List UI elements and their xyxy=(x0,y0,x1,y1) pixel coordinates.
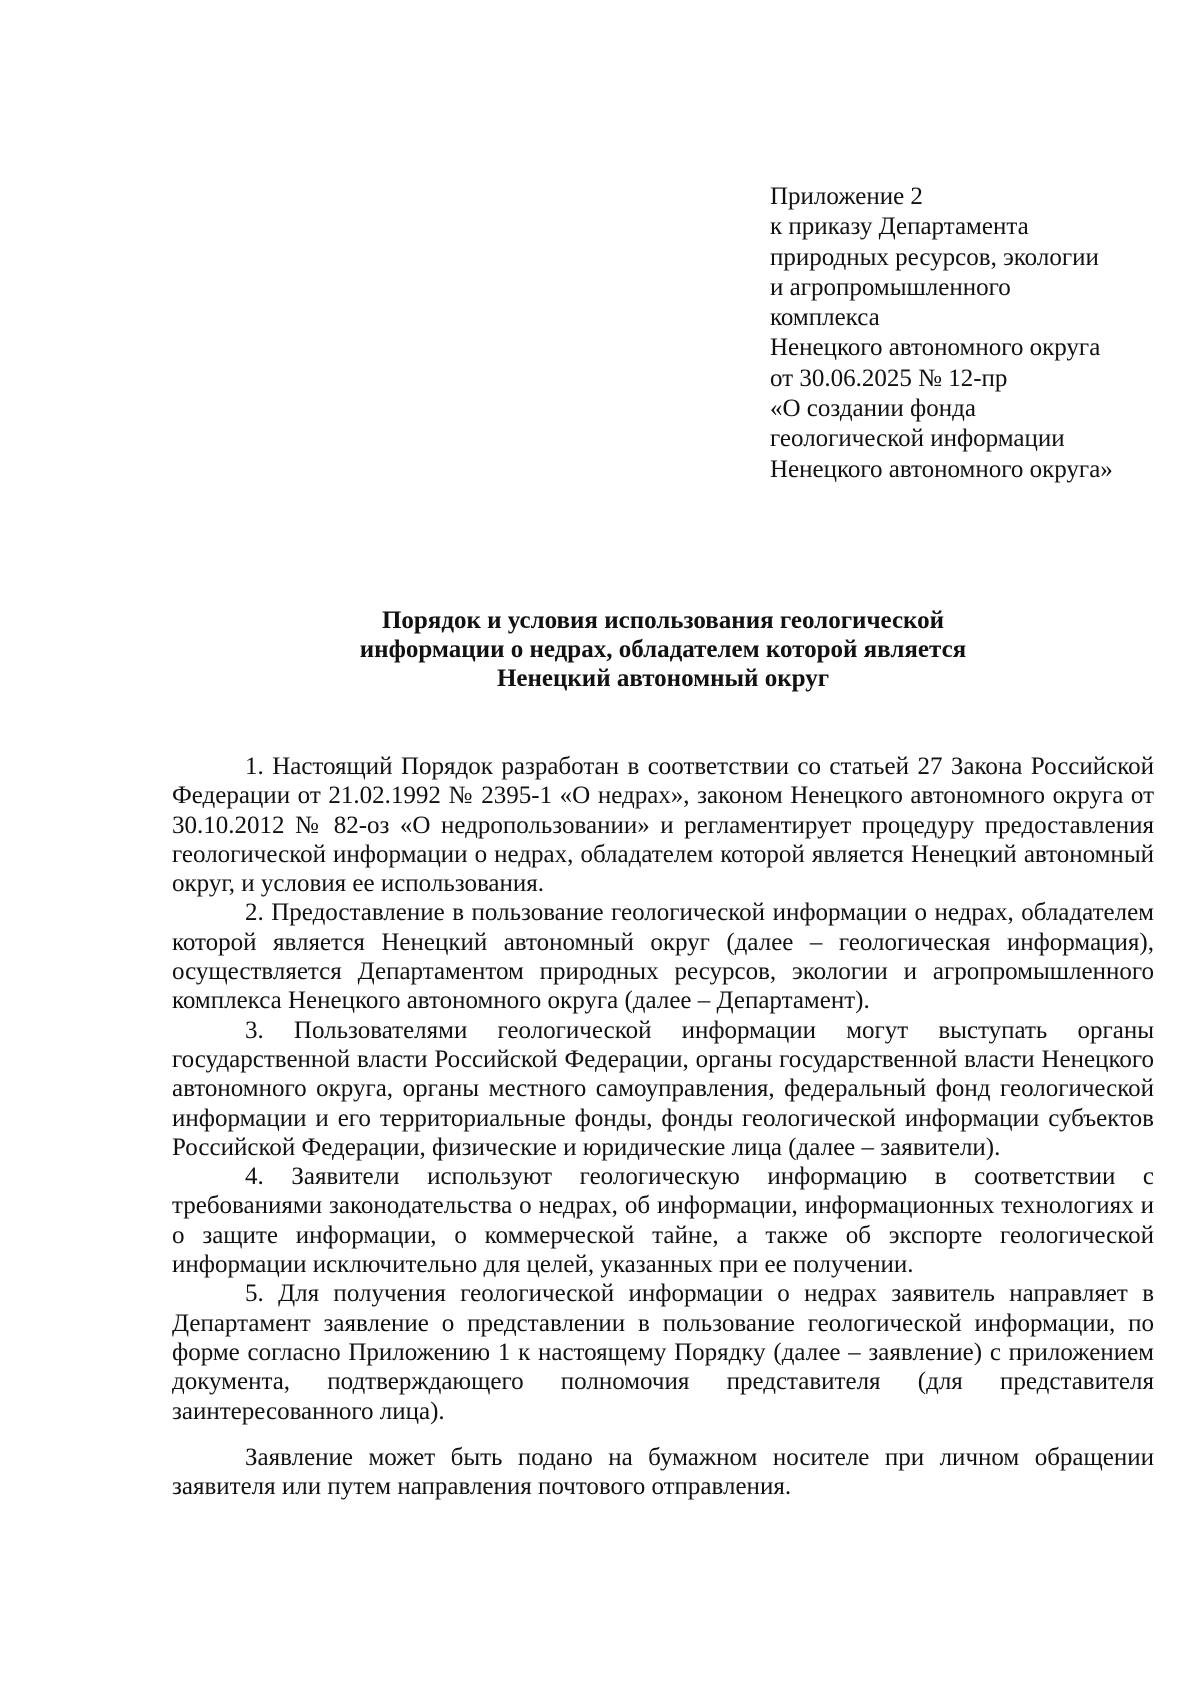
appendix-line: природных ресурсов, экологии xyxy=(770,243,1099,271)
appendix-line: Ненецкого автономного округа xyxy=(770,334,1101,362)
appendix-line: Приложение 2 xyxy=(770,183,923,210)
document-title xyxy=(172,606,1154,693)
title-line: информации о недрах, обладателем которой является xyxy=(359,636,967,663)
paragraph-5: 5. Для получения геологической информации о недрах заявитель направляет в Департамент заявление о представлении в пользование геологической информации, по форме согласно Приложению 1 к настоящему Порядку (далее – заявление) с приложением документа, подтверждающего полномочия представителя (для представителя заинтересованного лица). xyxy=(172,1280,1154,1425)
appendix-line: комплекса xyxy=(770,304,880,332)
title-line: Ненецкий автономный округ xyxy=(496,665,830,692)
appendix-header xyxy=(770,182,1170,485)
paragraph-3: 3. Пользователями геологической информации могут выступать органы государственной власти Российской Федерации, органы государственной власти Ненецкого автономного округа, органы местного самоуправления, федеральный фонд геологической информации и его территориальные фонды, фонды геологической информации субъектов Российской Федерации, физические и юридические лица (далее – заявители). xyxy=(172,1016,1154,1161)
document-body xyxy=(172,752,1154,1501)
title-line: Порядок и условия использования геологической xyxy=(381,607,945,634)
appendix-line: от 30.06.2025 № 12-пр xyxy=(770,364,1008,392)
paragraph-2: 2. Предоставление в пользование геологической информации о недрах, обладателем которой является Ненецкий автономный округ (далее – геологическая информация), осуществляется Департаментом природных ресурсов, экологии и агропромышленного комплекса Ненецкого автономного округа (далее – Департамент). xyxy=(172,899,1154,1015)
appendix-line: Ненецкого автономного округа» xyxy=(770,455,1113,483)
appendix-line: геологической информации xyxy=(770,425,1065,453)
appendix-line: и агропромышленного xyxy=(770,273,1011,301)
paragraph-4: 4. Заявители используют геологическую информацию в соответствии с требованиями законодательства о недрах, об информации, информационных технологиях и о защите информации, о коммерческой тайне, а также об экспорте геологической информации исключительно для целей, указанных при ее получении. xyxy=(172,1163,1154,1279)
paragraph-1: 1. Настоящий Порядок разработан в соответствии со статьей 27 Закона Российской Федерации от 21.02.1992 № 2395-1 «О недрах», законом Ненецкого автономного округа от 30.10.2012 № 82-оз «О недропользовании» и регламентирует процедуру предоставления геологической информации о недрах, обладателем которой является Ненецкий автономный округ, и условия ее использования. xyxy=(172,753,1154,898)
appendix-line: к приказу Департамента xyxy=(770,213,1029,241)
appendix-line: «О создании фонда xyxy=(770,395,976,423)
paragraph-6: Заявление может быть подано на бумажном носителе при личном обращении заявителя или путем направления почтового отправления. xyxy=(172,1443,1154,1501)
